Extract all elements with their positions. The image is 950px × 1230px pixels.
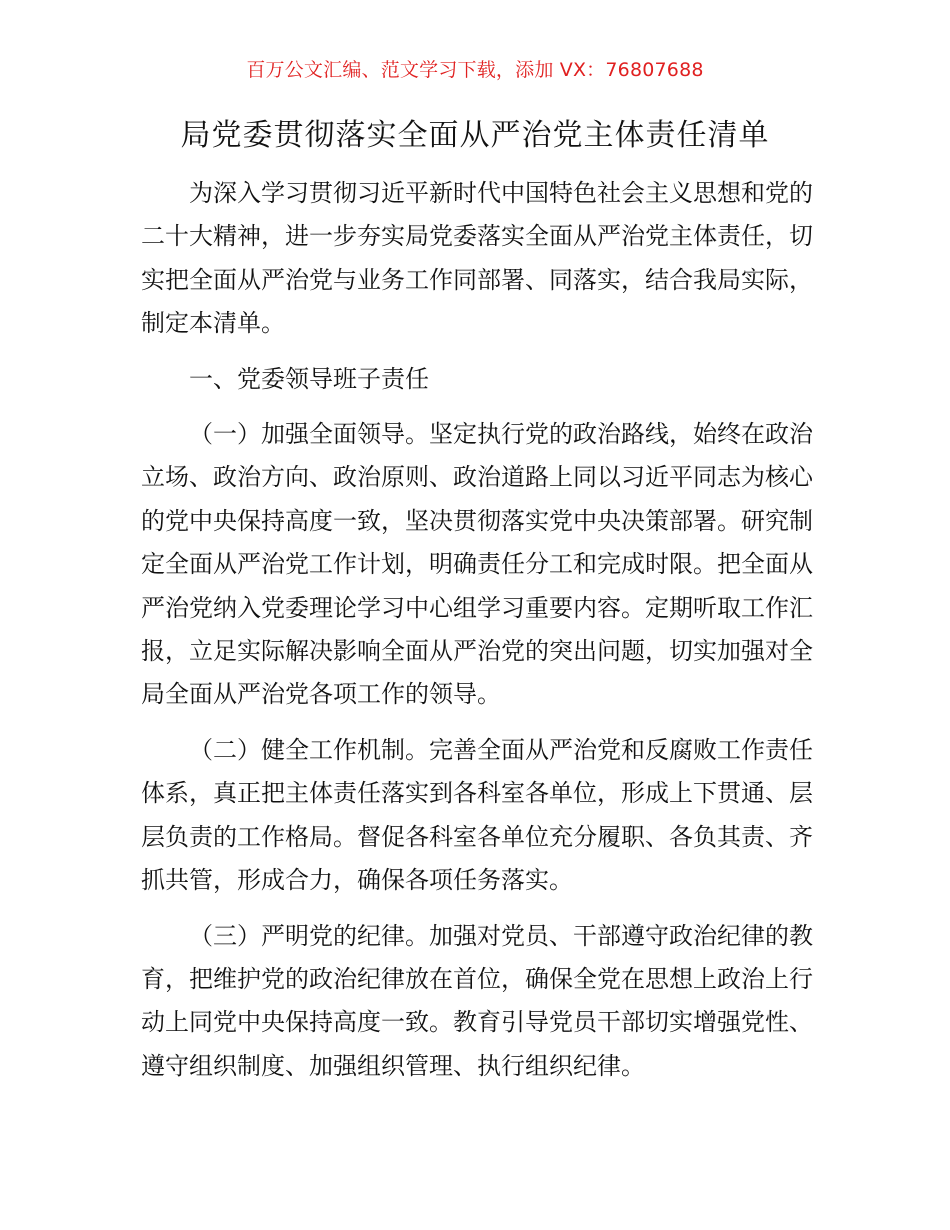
- watermark-header: 百万公文汇编、范文学习下载，添加 VX：76807688: [246, 59, 704, 81]
- document-title: 局党委贯彻落实全面从严治党主体责任清单: [180, 118, 770, 153]
- paragraph-item-2: （二）健全工作机制。完善全面从严治党和反腐败工作责任体系，真正把主体责任落实到各科室各单位，形成上下贯通、层层负责的工作格局。督促各科室各单位充分履职、各负其责、齐抓共管，形成合力，确保各项任务落实。: [141, 735, 813, 895]
- document-body: [141, 172, 813, 1100]
- paragraph-item-3: （三）严明党的纪律。加强对党员、干部遵守政治纪律的教育，把维护党的政治纪律放在首位，确保全党在思想上政治上行动上同党中央保持高度一致。教育引导党员干部切实增强党性、遵守组织制度、加强组织管理、执行组织纪律。: [141, 921, 813, 1080]
- section-heading: 一、党委领导班子责任: [189, 364, 429, 393]
- intro-paragraph: 为深入学习贯彻习近平新时代中国特色社会主义思想和党的二十大精神，进一步夯实局党委落实全面从严治党主体责任，切实把全面从严治党与业务工作同部署、同落实，结合我局实际，制定本清单。: [141, 179, 813, 338]
- paragraph-item-1: （一）加强全面领导。坚定执行党的政治路线，始终在政治立场、政治方向、政治原则、政治道路上同以习近平同志为核心的党中央保持高度一致，坚决贯彻落实党中央决策部署。研究制定全面从严治党工作计划，明确责任分工和完成时限。把全面从严治党纳入党委理论学习中心组学习重要内容。定期听取工作汇报，立足实际解决影响全面从严治党的突出问题，切实加强对全局全面从严治党各项工作的领导。: [141, 420, 813, 709]
